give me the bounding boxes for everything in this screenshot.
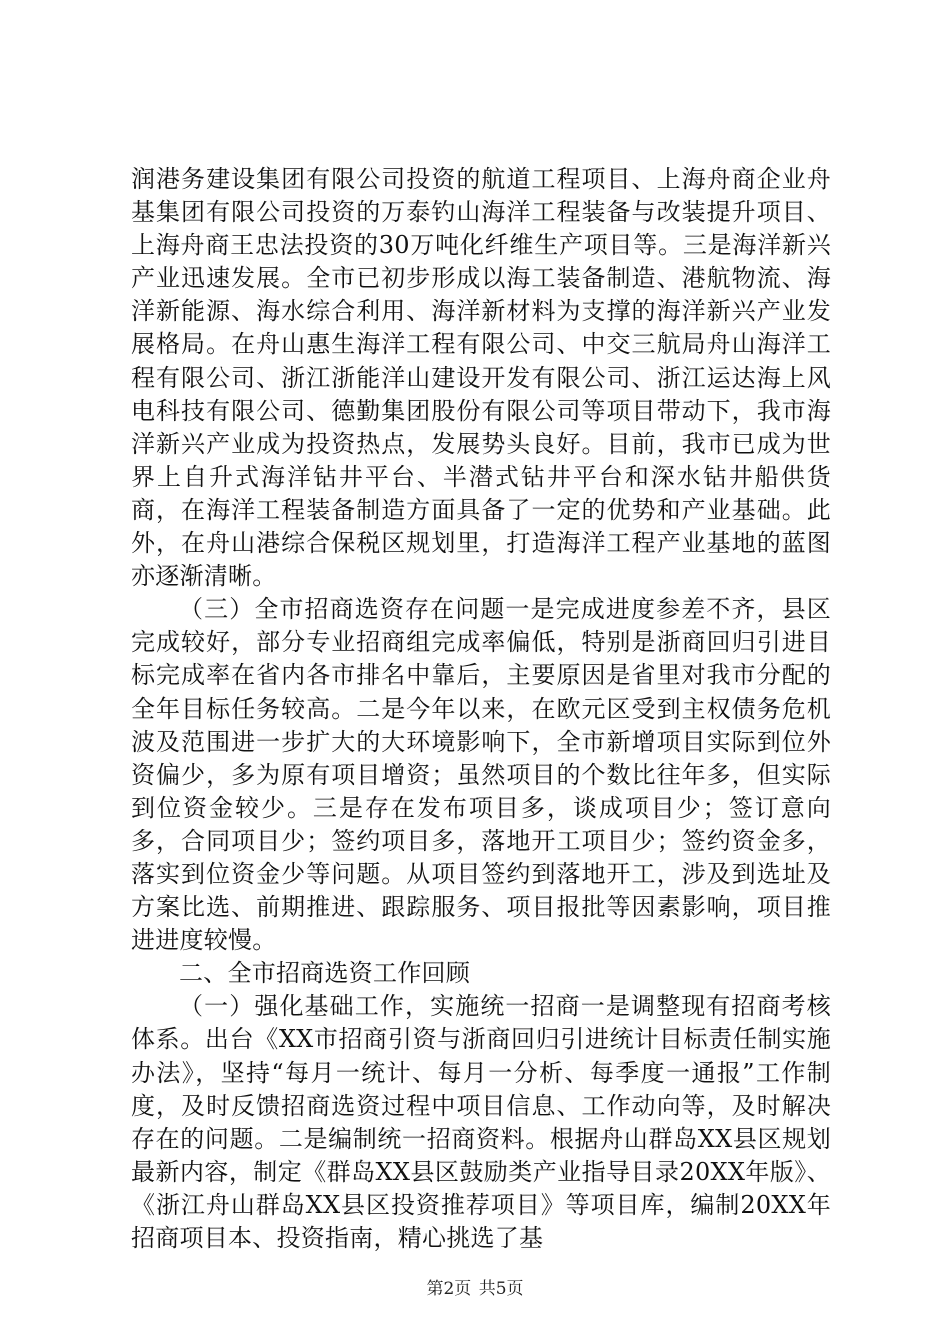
document-body xyxy=(131,163,831,1255)
paragraph-1: 润港务建设集团有限公司投资的航道工程项目、上海舟商企业舟基集团有限公司投资的万泰钓山海洋工程装备与改装提升项目、上海舟商王忠法投资的30万吨化纤维生产项目等。三是海洋新兴产业迅速发展。全市已初步形成以海工装备制造、港航物流、海洋新能源、海水综合利用、海洋新材料为支撑的海洋新兴产业发展格局。在舟山惠生海洋工程有限公司、中交三航局舟山海洋工程有限公司、浙江浙能洋山建设开发有限公司、浙江运达海上风电科技有限公司、德勤集团股份有限公司等项目带动下，我市海洋新兴产业成为投资热点，发展势头良好。目前，我市已成为世界上自升式海洋钻井平台、半潜式钻井平台和深水钻井船供货商，在海洋工程装备制造方面具备了一定的优势和产业基础。此外，在舟山港综合保税区规划里，打造海洋工程产业基地的蓝图亦逐渐清晰。 xyxy=(131,165,831,591)
page-footer xyxy=(0,1279,950,1299)
page-total: 共5页 xyxy=(478,1279,524,1299)
paragraph-3: （一）强化基础工作，实施统一招商一是调整现有招商考核体系。出台《XX市招商引资与浙商回归引进统计目标责任制实施办法》，坚持“每月一统计、每月一分析、每季度一通报”工作制度，及时反馈招商选资过程中项目信息、工作动向等，及时解决存在的问题。二是编制统一招商资料。根据舟山群岛XX县区规划最新内容，制定《群岛XX县区鼓励类产业指导目录20XX年版》、《浙江舟山群岛XX县区投资推荐项目》等项目库，编制20XX年招商项目本、投资指南，精心挑选了基 xyxy=(131,992,831,1252)
paragraph-2: （三）全市招商选资存在问题一是完成进度参差不齐，县区完成较好，部分专业招商组完成率偏低，特别是浙商回归引进目标完成率在省内各市排名中靠后，主要原因是省里对我市分配的全年目标任务较高。二是今年以来，在欧元区受到主权债务危机波及范围进一步扩大的大环境影响下，全市新增项目实际到位外资偏少，多为原有项目增资；虽然项目的个数比往年多，但实际到位资金较少。三是存在发布项目多，谈成项目少；签订意向多，合同项目少；签约项目多，落地开工项目少；签约资金多，落实到位资金少等问题。从项目签约到落地开工，涉及到选址及方案比选、前期推进、跟踪服务、项目报批等因素影响，项目推进进度较慢。 xyxy=(131,595,831,955)
section-heading: 二、全市招商选资工作回顾 xyxy=(179,959,470,988)
page-number: 第2页 xyxy=(426,1279,472,1299)
